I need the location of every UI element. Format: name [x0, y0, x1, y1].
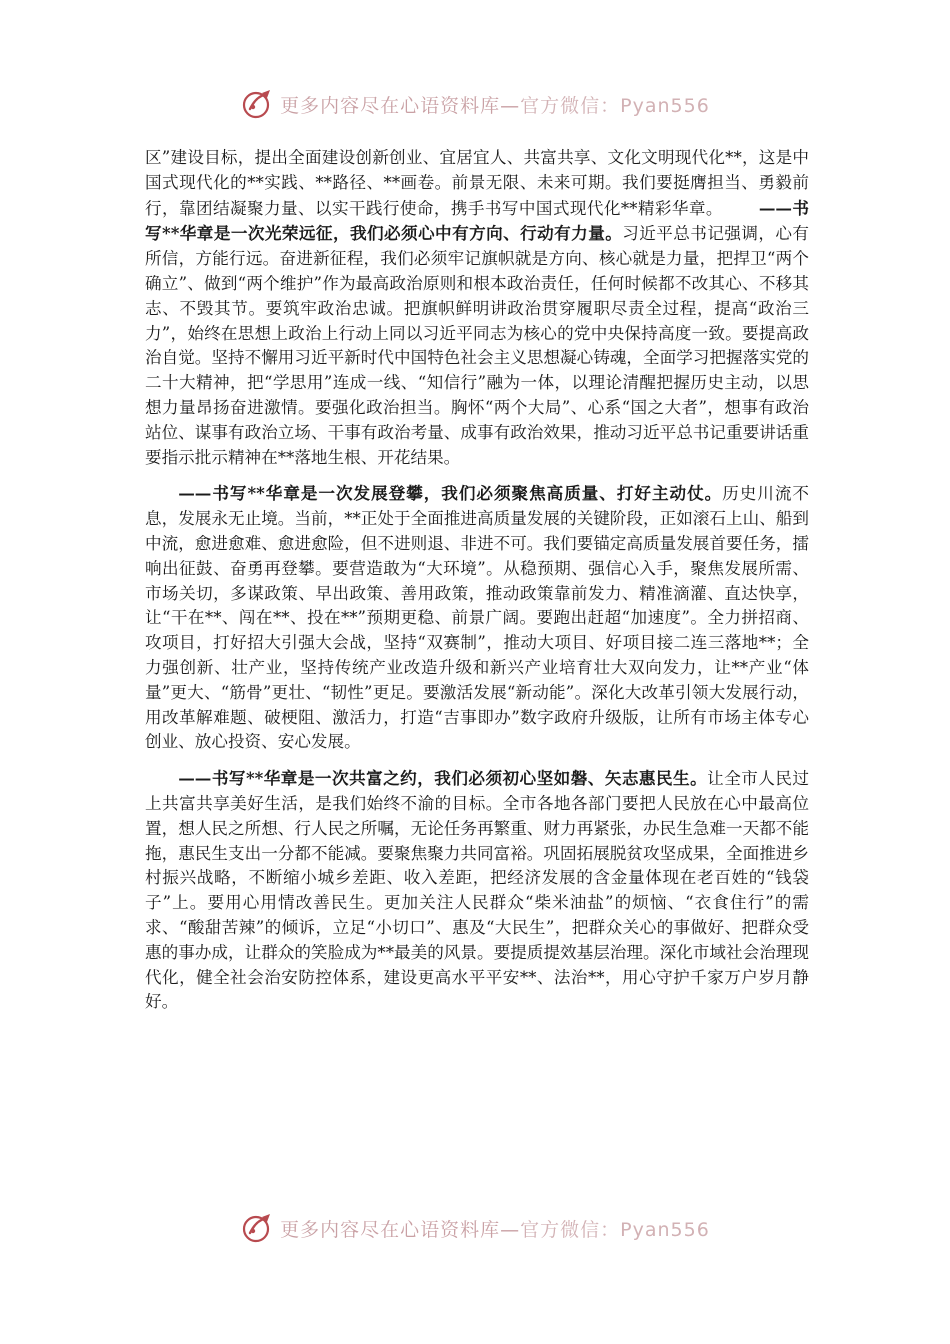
header-watermark [0, 84, 950, 124]
paragraph-3: ——书写**华章是一次共富之约，我们必须初心坚如磐、矢志惠民生。让全市人民过上共富共享美好生活，是我们始终不渝的目标。全市各地各部门要把人民放在心中最高位置，想人民之所想、行人民之所嘱，无论任务再繁重、财力再紧张，办民生急难一天都不能拖，惠民生支出一分都不能减。要聚焦聚力共同富裕。巩固拓展脱贫攻坚成果，全面推进乡村振兴战略，不断缩小城乡差距、收入差距，把经济发展的含金量体现在老百姓的“钱袋子”上。要用心用情改善民生。更加关注人民群众“柴米油盐”的烦恼、“衣食住行”的需求、“酸甜苦辣”的倾诉，立足“小切口”、惠及“大民生”，把群众关心的事做好、把群众受惠的事办成，让群众的笑脸成为**最美的风景。要提质提效基层治理。深化市域社会治理现代化，健全社会治安防控体系，建设更高水平平安**、法治**，用心守护千家万户岁月静好。 [145, 768, 809, 1012]
watermark-text: 更多内容尽在心语资料库—官方微信：Pyan556 [280, 1218, 710, 1241]
section-lead-2: ——书写**华章是一次发展登攀，我们必须聚焦高质量、打好主动仗。 [178, 483, 723, 504]
watermark-logo-icon [240, 1211, 274, 1245]
paragraph-1: 区”建设目标，提出全面建设创新创业、宜居宜人、共富共享、文化文明现代化**，这是中国式现代化的**实践、**路径、**画卷。前景无限、未来可期。我们要挺膺担当、勇毅前行，靠团结凝聚力量、以实干践行使命，携手书写中国式现代化**精彩华章。 ——书写**华章是一次光荣远征，我们必须心中有方向、行动有力量。习近平总书记强调，心有所信，方能行远。奋进新征程，我们必须牢记旗帜就是方向、核心就是力量，把捍卫“两个确立”、做到“两个维护”作为最高政治原则和根本政治责任，任何时候都不改其心、不移其志、不毁其节。要筑牢政治忠诚。把旗帜鲜明讲政治贯穿履职尽责全过程，提高“政治三力”，始终在思想上政治上行动上同以习近平同志为核心的党中央保持高度一致。要提高政治自觉。坚持不懈用习近平新时代中国特色社会主义思想凝心铸魂，全面学习把握落实党的二十大精神，把“学思用”连成一线、“知信行”融为一体，以理论清醒把握历史主动，以思想力量昂扬奋进激情。要强化政治担当。胸怀“两个大局”、心系“国之大者”，想事有政治站位、谋事有政治立场、干事有政治考量、成事有政治效果，推动习近平总书记重要讲话重要指示批示精神在**落地生根、开花结果。 [145, 148, 810, 467]
paragraph-2: ——书写**华章是一次发展登攀，我们必须聚焦高质量、打好主动仗。历史川流不息，发展永无止境。当前，**正处于全面推进高质量发展的关键阶段，正如滚石上山、船到中流，愈进愈难、愈进愈险，但不进则退、非进不可。我们要锚定高质量发展首要任务，擂响出征鼓、奋勇再登攀。要营造敢为“大环境”。从稳预期、强信心入手，聚焦发展所需、市场关切，多谋政策、早出政策、善用政策，推动政策靠前发力、精准滴灌、直达快享，让“干在**、闯在**、投在**”预期更稳、前景广阔。要跑出赶超“加速度”。全力拼招商、攻项目，打好招大引强大会战，坚持“双赛制”，推动大项目、好项目接二连三落地**；全力强创新、壮产业，坚持传统产业改造升级和新兴产业培育壮大双向发力，让**产业“体量”更大、“筋骨”更壮、“韧性”更足。要激活发展“新动能”。深化大改革引领大发展行动，用改革解难题、破梗阻、激活力，打造“吉事即办”数字政府升级版，让所有市场主体专心创业、放心投资、安心发展。 [145, 483, 809, 752]
watermark-logo-icon [240, 87, 274, 121]
section-lead-3: ——书写**华章是一次共富之约，我们必须初心坚如磐、矢志惠民生。 [178, 768, 708, 789]
footer-watermark [0, 1208, 950, 1248]
article-body [145, 146, 809, 1015]
section-lead-1: ——书写**华章是一次光荣远征，我们必须心中有方向、行动有力量。 [145, 197, 810, 244]
watermark-text: 更多内容尽在心语资料库—官方微信：Pyan556 [280, 94, 710, 117]
